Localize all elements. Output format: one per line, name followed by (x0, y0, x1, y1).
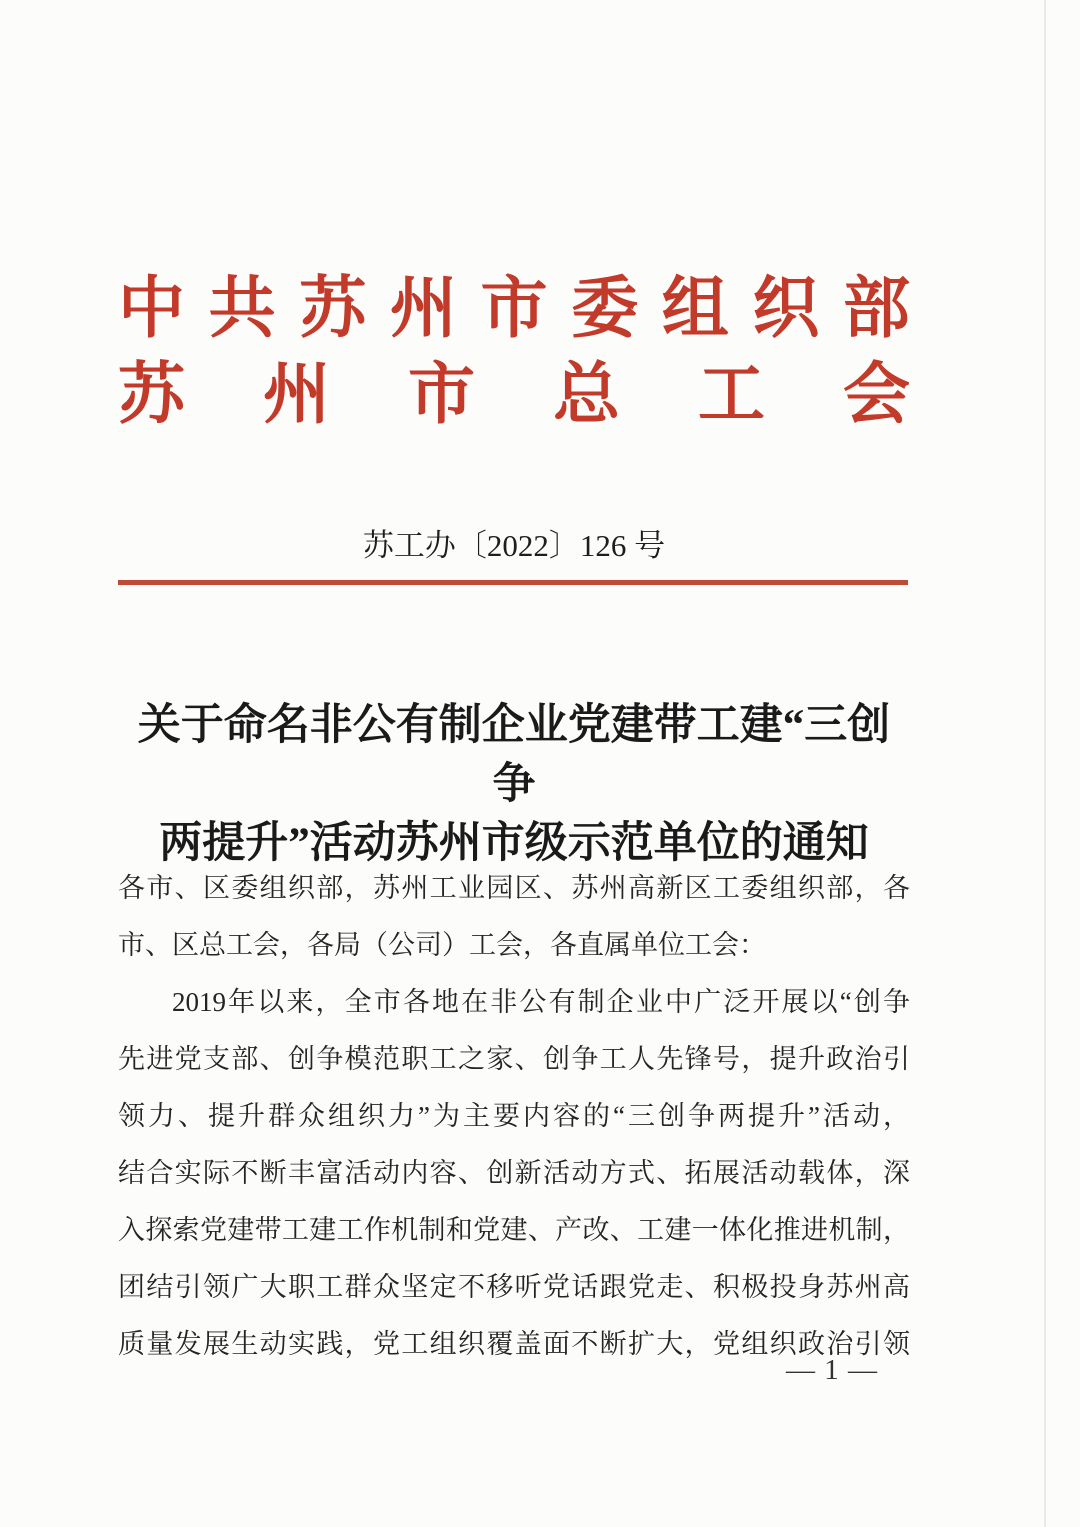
paragraph-line-7: 质量发展生动实践，党工组织覆盖面不断扩大，党组织政治引领 (118, 1329, 910, 1359)
paragraph-line-6: 团结引领广大职工群众坚定不移听党话跟党走、积极投身苏州高 (118, 1272, 910, 1302)
document-body (118, 860, 910, 1373)
red-divider-rule (118, 580, 908, 585)
issuing-org-header (118, 266, 910, 438)
org-name-line-2: 苏州市总工会 (118, 358, 910, 432)
scan-artifact-line (1044, 0, 1046, 1527)
paragraph-line-1: 2019年以来，全市各地在非公有制企业中广泛开展以“创争 (172, 987, 910, 1017)
page-number: — 1 — (786, 1354, 878, 1386)
org-name-line-1: 中共苏州市委组织部 (118, 272, 910, 346)
document-title (118, 696, 910, 873)
paragraph-line-5: 入探索党建带工建工作机制和党建、产改、工建一体化推进机制， (118, 1215, 910, 1245)
salutation-line-1: 各市、区委组织部，苏州工业园区、苏州高新区工委组织部，各 (118, 873, 910, 903)
paragraph-line-4: 结合实际不断丰富活动内容、创新活动方式、拓展活动载体，深 (118, 1158, 910, 1188)
paragraph-line-3: 领力、提升群众组织力”为主要内容的“三创争两提升”活动， (118, 1101, 910, 1131)
paragraph-line-2: 先进党支部、创争模范职工之家、创争工人先锋号，提升政治引 (118, 1044, 910, 1074)
document-title-line-1: 关于命名非公有制企业党建带工建“三创争 (137, 702, 891, 808)
salutation-line-2: 市、区总工会，各局（公司）工会，各直属单位工会： (118, 930, 766, 960)
document-reference-number: 苏工办〔2022〕126 号 (362, 528, 666, 563)
document-title-line-2: 两提升”活动苏州市级示范单位的通知 (159, 820, 869, 867)
